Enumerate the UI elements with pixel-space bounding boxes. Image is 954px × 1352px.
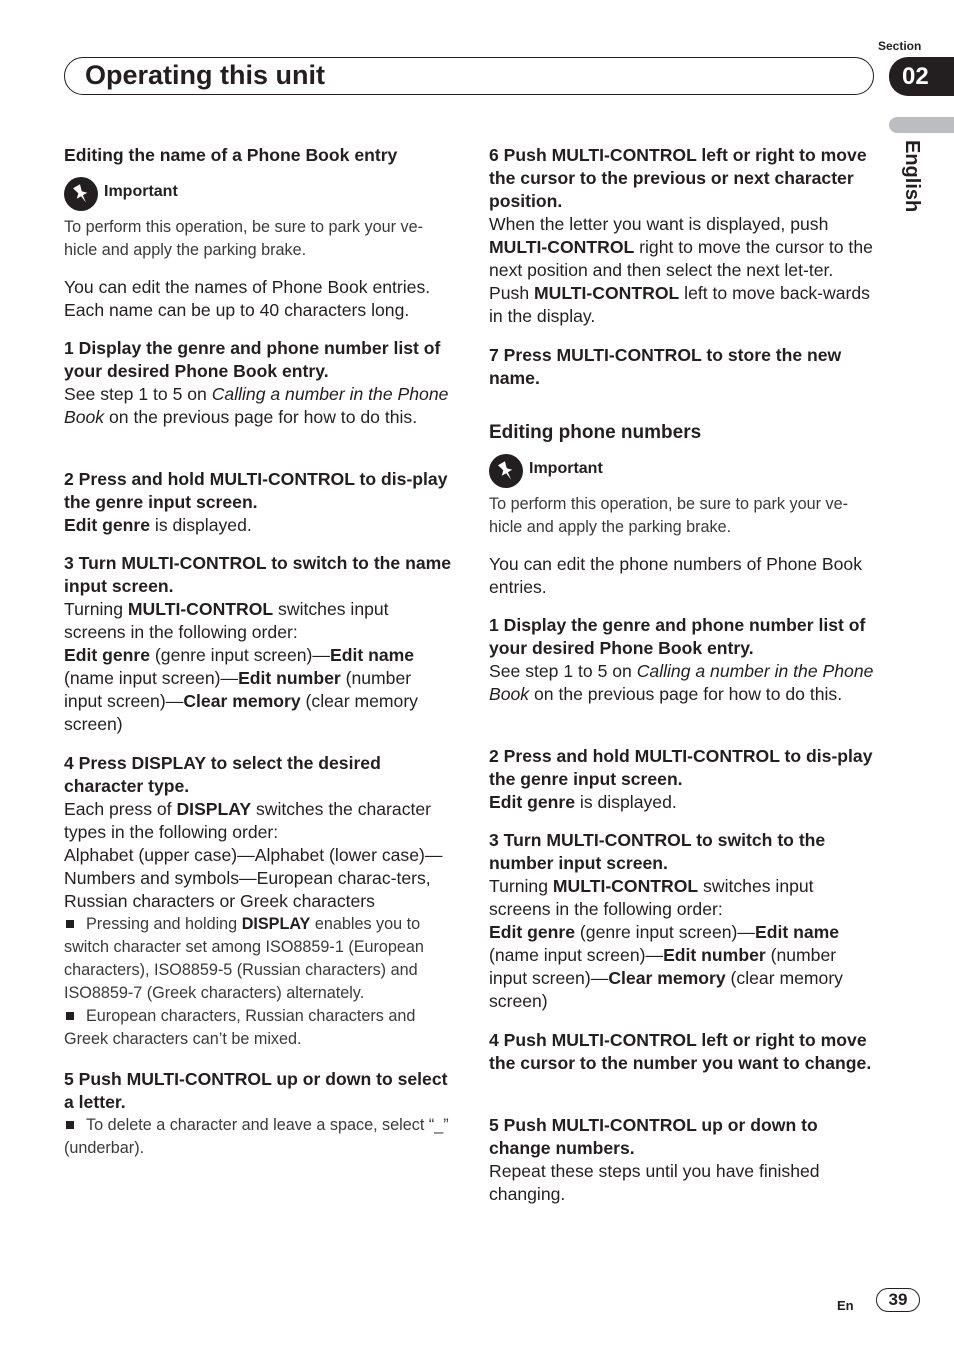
page-number: 39 <box>876 1288 920 1312</box>
left-step3-order: Edit genre (genre input screen)—Edit name (name input screen)—Edit number (number input screen)—Clear memory (clear memory screen) <box>64 645 418 734</box>
left-step1-title: 1 Display the genre and phone number list of your desired Phone Book entry. <box>64 338 441 381</box>
left-step2-title: 2 Press and hold MULTI-CONTROL to dis-play the genre input screen. <box>64 469 448 512</box>
important-label: Important <box>104 183 178 200</box>
bullet-icon <box>66 1012 74 1020</box>
left-intro: You can edit the names of Phone Book entries. Each name can be up to 40 characters long. <box>64 277 431 320</box>
right-step4-title: 4 Push MULTI-CONTROL left or right to move the cursor to the number you want to change. <box>489 1030 872 1073</box>
important-pin-icon <box>489 454 523 488</box>
page-title: Operating this unit <box>85 60 325 90</box>
right-step7-title: 7 Press MULTI-CONTROL to store the new name. <box>489 345 842 388</box>
left-step4-text: Each press of DISPLAY switches the character types in the following order: <box>64 799 432 842</box>
right-step3-text: Turning MULTI-CONTROL switches input screens in the following order: <box>489 876 814 919</box>
left-important-note <box>64 177 264 213</box>
right-step3-order: Edit genre (genre input screen)—Edit name (name input screen)—Edit number (number input screen)—Clear memory (clear memory screen) <box>489 922 843 1011</box>
right-step5-title: 5 Push MULTI-CONTROL up or down to change numbers. <box>489 1115 818 1158</box>
right-step6-title: 6 Push MULTI-CONTROL left or right to move the cursor to the previous or next character position. <box>489 145 867 211</box>
right-step5-text: Repeat these steps until you have finished changing. <box>489 1161 820 1204</box>
left-step3-text: Turning MULTI-CONTROL switches input screens in the following order: <box>64 599 389 642</box>
left-step1-text: See step 1 to 5 on Calling a number in the Phone Book on the previous page for how to do this. <box>64 384 449 427</box>
left-step5-title: 5 Push MULTI-CONTROL up or down to select a letter. <box>64 1069 448 1112</box>
bullet-icon <box>66 920 74 928</box>
left-step4-title: 4 Press DISPLAY to select the desired character type. <box>64 753 381 796</box>
right-important-text: To perform this operation, be sure to park your ve-hicle and apply the parking brake. <box>489 495 848 536</box>
important-pin-icon <box>64 177 98 211</box>
left-heading: Editing the name of a Phone Book entry <box>64 145 398 165</box>
left-step3-title: 3 Turn MULTI-CONTROL to switch to the name input screen. <box>64 553 452 596</box>
right-step1-text: See step 1 to 5 on Calling a number in the Phone Book on the previous page for how to do this. <box>489 661 874 704</box>
right-step2-title: 2 Press and hold MULTI-CONTROL to dis-play the genre input screen. <box>489 746 873 789</box>
language-tab-marker <box>889 117 954 133</box>
left-step4-note1: Pressing and holding DISPLAY enables you to switch character set among ISO8859-1 (European characters), ISO8859-5 (Russian characters) and ISO8859-7 (Greek characters) alternately. <box>64 915 424 1002</box>
right-intro: You can edit the phone numbers of Phone Book entries. <box>489 554 863 597</box>
page-title-box <box>64 57 874 95</box>
language-label: English <box>901 140 923 213</box>
important-label: Important <box>529 460 603 477</box>
right-step3-title: 3 Turn MULTI-CONTROL to switch to the number input screen. <box>489 830 826 873</box>
section-number-badge: 02 <box>889 57 954 96</box>
left-step5-note: To delete a character and leave a space, select “_” (underbar). <box>64 1116 449 1157</box>
right-step1-title: 1 Display the genre and phone number list of your desired Phone Book entry. <box>489 615 866 658</box>
left-step2-text: Edit genre is displayed. <box>64 515 252 535</box>
right-step2-text: Edit genre is displayed. <box>489 792 677 812</box>
footer-language-code: En <box>837 1298 854 1313</box>
left-step4-order: Alphabet (upper case)—Alphabet (lower case)—Numbers and symbols—European charac-ters, Russian characters or Greek characters <box>64 845 443 911</box>
right-important-note <box>489 454 689 490</box>
right-heading: Editing phone numbers <box>489 422 702 443</box>
bullet-icon <box>66 1121 74 1129</box>
left-step4-note2: European characters, Russian characters and Greek characters can’t be mixed. <box>64 1007 416 1048</box>
right-step6-text: When the letter you want is displayed, push MULTI-CONTROL right to move the cursor to the next position and then select the next let-ter. Push MULTI-CONTROL left to move back-wards in the display. <box>489 214 873 326</box>
section-label: Section <box>878 39 922 53</box>
left-important-text: To perform this operation, be sure to park your ve-hicle and apply the parking brake. <box>64 218 423 259</box>
